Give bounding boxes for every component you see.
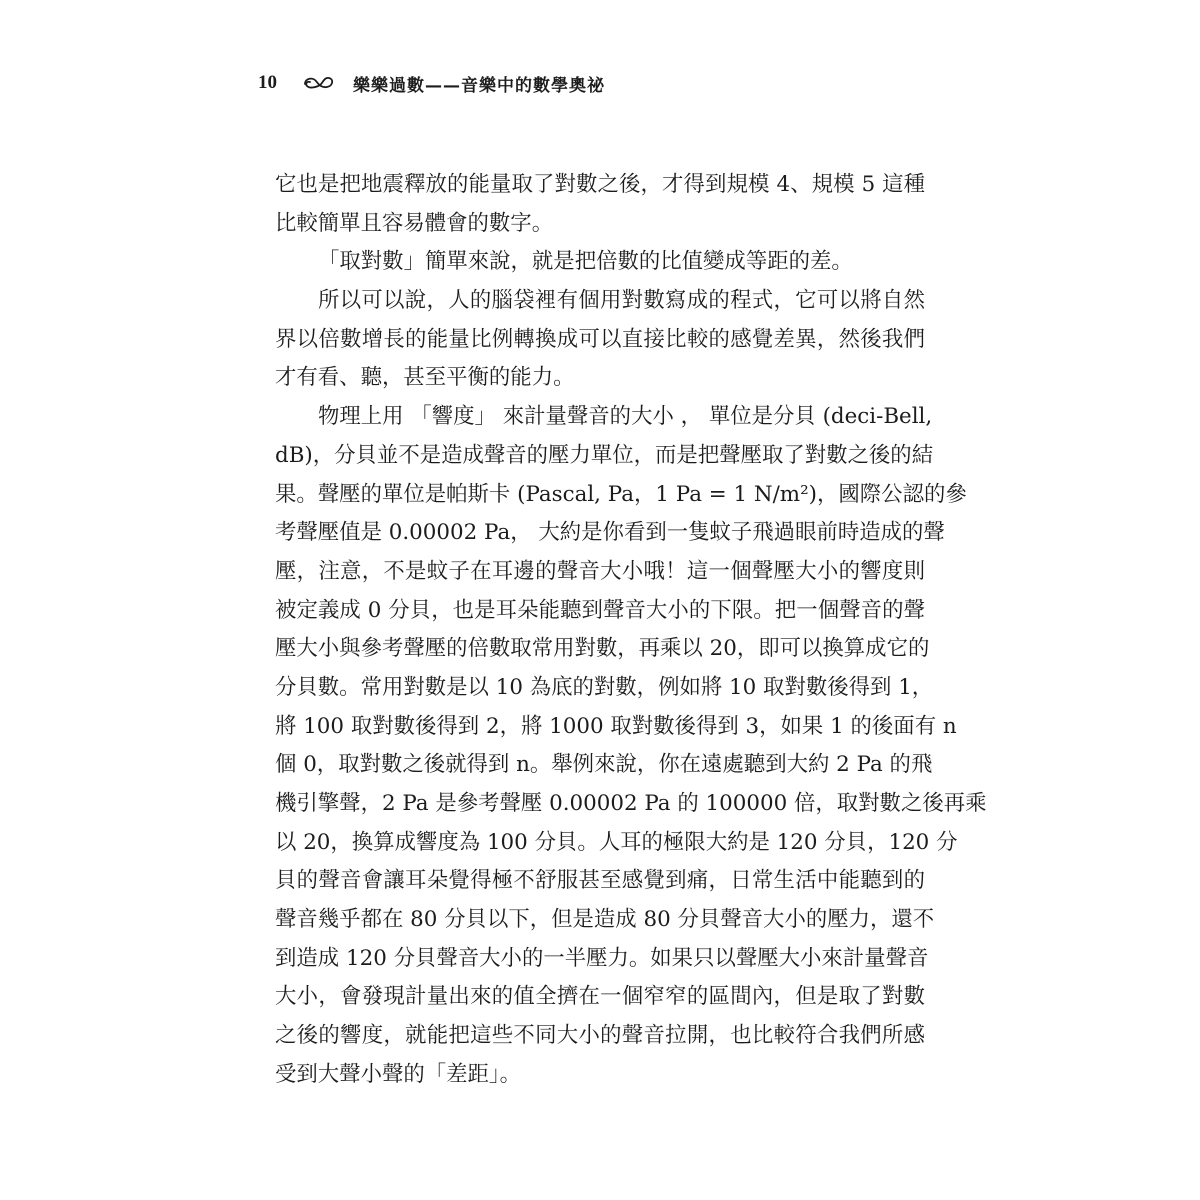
text-line: 聲音幾乎都在 80 分貝以下，但是造成 80 分貝聲音大小的壓力，還不 [275,907,935,933]
paragraph [275,166,925,243]
text-line: 才有看、聽，甚至平衡的能力。 [275,365,575,391]
swirl-ornament-icon [303,75,337,91]
text-line: 受到大聲小聲的「差距」。 [275,1061,521,1087]
paragraph [275,282,925,398]
text-line: 被定義成 0 分貝，也是耳朵能聽到聲音大小的下限。把一個聲音的聲 [275,597,925,623]
text-line: 到造成 120 分貝聲音大小的一半壓力。如果只以聲壓大小來計量聲音 [275,945,929,971]
text-line: 個 0，取對數之後就得到 n。舉例來說，你在遠處聽到大約 2 Pa 的飛 [275,752,933,778]
text-line: 比較簡單且容易體會的數字。 [275,210,554,236]
text-line: 分貝數。常用對數是以 10 為底的對數，例如將 10 取對數後得到 1， [275,674,934,700]
body-text [275,166,987,1095]
text-line: 之後的響度，就能把這些不同大小的聲音拉開，也比較符合我們所感 [275,1023,925,1049]
paragraph [275,398,987,1094]
text-line: 考聲壓值是 0.00002 Pa， 大約是你看到一隻蚊子飛過眼前時造成的聲 [275,520,945,546]
text-line: 物理上用 「響度」 來計量聲音的大小 ， 單位是分貝 (deci-Bell, [318,404,933,430]
text-line: 壓，注意，不是蚊子在耳邊的聲音大小哦！這一個聲壓大小的響度則 [275,558,925,584]
text-line: 「取對數」簡單來說，就是把倍數的比值變成等距的差。 [318,249,853,275]
text-line: 機引擎聲，2 Pa 是參考聲壓 0.00002 Pa 的 100000 倍，取對數之後再乘 [275,791,987,816]
running-header [258,68,605,98]
text-line: 壓大小與參考聲壓的倍數取常用對數，再乘以 20，即可以換算成它的 [275,636,930,662]
paragraph [275,243,925,282]
text-line: 界以倍數增長的能量比例轉換成可以直接比較的感覺差異，然後我們 [275,326,925,352]
text-line: 它也是把地震釋放的能量取了對數之後，才得到規模 4、規模 5 這種 [275,172,925,197]
text-line: 將 100 取對數後得到 2，將 1000 取對數後得到 3，如果 1 的後面有 n [275,713,957,739]
text-line: 所以可以說，人的腦袋裡有個用對數寫成的程式，它可以將自然 [318,288,925,314]
text-line: 果。聲壓的單位是帕斯卡 (Pascal, Pa，1 Pa = 1 N/m²)，國際公認的參 [275,481,967,507]
page-number: 10 [258,72,277,93]
text-line: 貝的聲音會讓耳朵覺得極不舒服甚至感覺到痛，日常生活中能聽到的 [275,868,925,894]
text-line: dB)，分貝並不是造成聲音的壓力單位，而是把聲壓取了對數之後的結 [275,442,934,468]
text-line: 以 20，換算成響度為 100 分貝。人耳的極限大約是 120 分貝，120 分 [275,829,958,855]
book-title: 樂樂過數——音樂中的數學奧祕 [353,75,605,96]
text-line: 大小，會發現計量出來的值全擠在一個窄窄的區間內，但是取了對數 [275,984,925,1010]
